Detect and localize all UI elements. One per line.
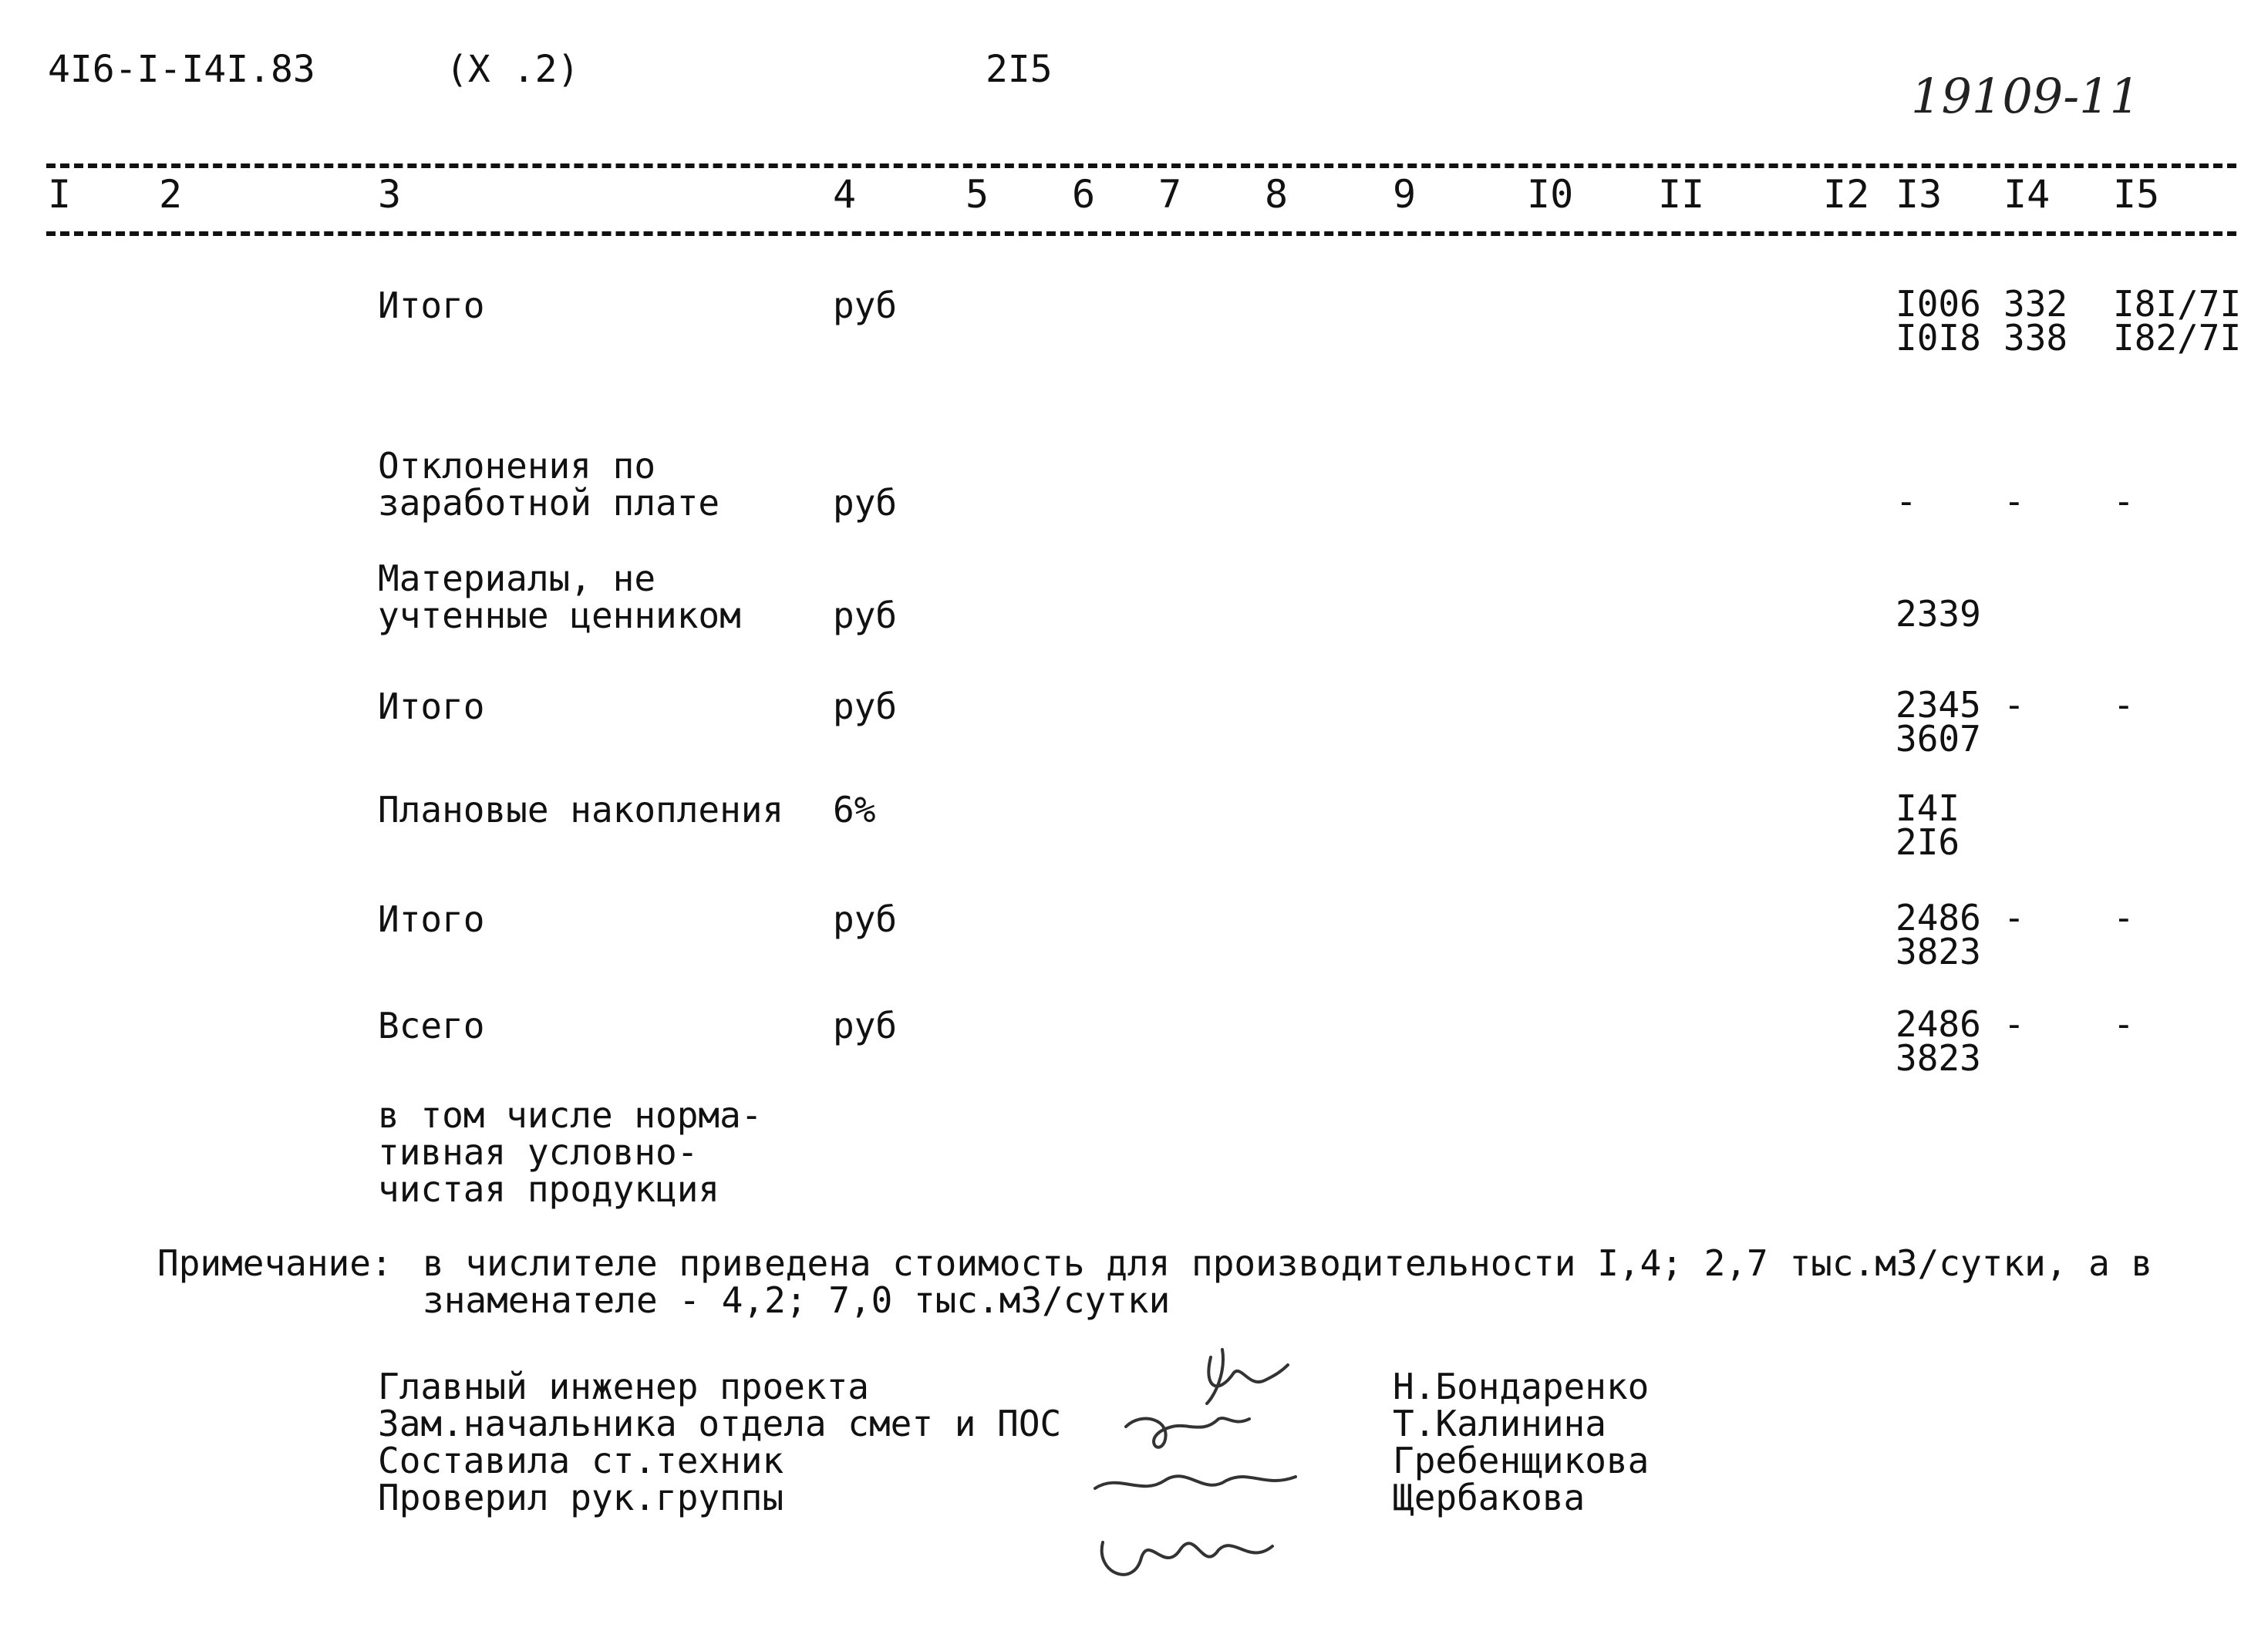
row-col-13: 2339 xyxy=(1896,593,1981,635)
row-col-13: 2486 3823 xyxy=(1896,1003,1981,1079)
document-code: 4I6-I-I4I.83 xyxy=(48,48,315,91)
column-header-4: 4 xyxy=(833,172,857,217)
row-unit: руб xyxy=(833,686,898,727)
row-label: Итого xyxy=(378,285,485,326)
row-label: Всего xyxy=(378,1005,485,1046)
archive-number: 19109-11 xyxy=(1911,68,2141,124)
note-line-1: в числителе приведена стоимость для производительности I,4; 2,7 тыс.м3/сутки, а в xyxy=(423,1242,2153,1284)
column-header-13: I3 xyxy=(1896,172,1943,217)
row-col-15: - xyxy=(2113,1003,2135,1045)
row-col-14: - xyxy=(2003,480,2025,522)
column-header-12: I2 xyxy=(1823,172,1870,217)
row-label: Отклонения по заработной плате xyxy=(378,445,720,524)
section-number: (X .2) xyxy=(446,48,580,91)
column-header-11: II xyxy=(1658,172,1705,217)
row-col-13: I4I 2I6 xyxy=(1896,787,1960,863)
row-col-14: - xyxy=(2003,1003,2025,1045)
header-rule-bottom xyxy=(46,231,2236,236)
page-number: 2I5 xyxy=(986,48,1053,91)
signature-role: Проверил рук.группы xyxy=(378,1477,784,1518)
signature-role: Главный инженер проекта xyxy=(378,1366,869,1407)
row-col-13: 2486 3823 xyxy=(1896,897,1981,972)
row-col-14: - xyxy=(2003,897,2025,938)
column-header-3: 3 xyxy=(378,172,402,217)
row-unit: руб xyxy=(833,285,898,326)
column-header-5: 5 xyxy=(966,172,989,217)
row-col-15: - xyxy=(2113,684,2135,726)
row-col-13: I006 I0I8 xyxy=(1896,283,1981,359)
row-unit: руб xyxy=(833,482,898,524)
row-col-14: - xyxy=(2003,684,2025,726)
column-header-10: I0 xyxy=(1527,172,1574,217)
column-header-14: I4 xyxy=(2003,172,2051,217)
signature-name: Гребенщикова xyxy=(1393,1440,1650,1481)
note-label: Примечание: xyxy=(157,1242,393,1284)
signature-role: Зам.начальника отдела смет и ПОС xyxy=(378,1403,1062,1444)
row-col-15: I8I/7I I82/7I xyxy=(2113,283,2242,359)
row-label: Итого xyxy=(378,686,485,727)
row-col-13: - xyxy=(1896,480,1917,522)
column-header-15: I5 xyxy=(2113,172,2160,217)
column-header-9: 9 xyxy=(1393,172,1417,217)
row-unit: руб xyxy=(833,1005,898,1046)
column-header-6: 6 xyxy=(1072,172,1096,217)
row-col-15: - xyxy=(2113,897,2135,938)
column-header-1: I xyxy=(48,172,72,217)
handwritten-signatures xyxy=(910,1342,1311,1604)
header-rule-top xyxy=(46,163,2236,168)
row-unit: руб xyxy=(833,595,898,636)
row-label: Материалы, не учтенные ценником xyxy=(378,558,741,636)
row-label: Плановые накопления xyxy=(378,789,784,831)
row-label: Итого xyxy=(378,898,485,940)
row-label: в том числе норма- тивная условно- чистая продукция xyxy=(378,1094,763,1210)
row-col-14: 332 338 xyxy=(2003,283,2068,359)
row-unit: руб xyxy=(833,898,898,940)
column-header-7: 7 xyxy=(1158,172,1182,217)
row-col-15: - xyxy=(2113,480,2135,522)
signature-name: Т.Калинина xyxy=(1393,1403,1606,1444)
signature-name: Н.Бондаренко xyxy=(1393,1366,1650,1407)
row-col-13: 2345 3607 xyxy=(1896,684,1981,760)
column-header-2: 2 xyxy=(159,172,183,217)
column-header-8: 8 xyxy=(1265,172,1289,217)
row-unit: 6% xyxy=(833,789,876,831)
signature-name: Щербакова xyxy=(1393,1477,1586,1518)
signature-role: Составила ст.техник xyxy=(378,1440,784,1481)
note-line-2: знаменателе - 4,2; 7,0 тыс.м3/сутки xyxy=(423,1279,1171,1321)
